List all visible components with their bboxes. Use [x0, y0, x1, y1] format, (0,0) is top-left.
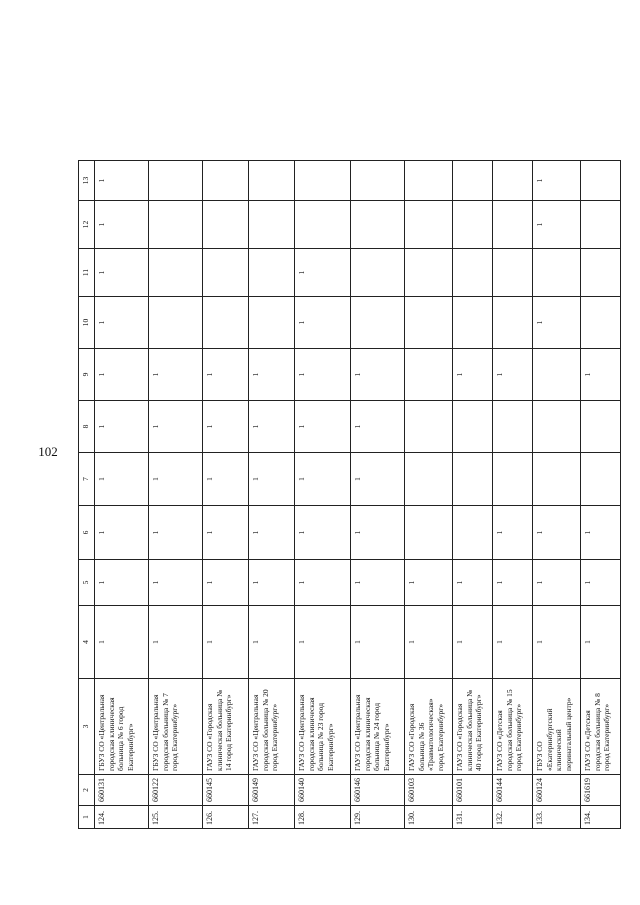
value-cell	[203, 201, 249, 249]
value-cell	[405, 401, 453, 453]
value-cell	[533, 349, 581, 401]
value-cell: 1	[493, 349, 533, 401]
value-cell: 1	[95, 161, 149, 201]
value-cell	[493, 249, 533, 297]
column-header: 1	[79, 806, 95, 829]
value-cell: 1	[95, 453, 149, 506]
value-cell: 1	[493, 560, 533, 606]
organization-name-cell: ГБУЗ СО «Центральная городская клиническая больница № 6 город Екатеринбург»	[95, 679, 149, 775]
value-cell: 1	[95, 560, 149, 606]
code-cell: 660140	[295, 775, 351, 806]
value-cell: 1	[533, 606, 581, 679]
value-cell: 1	[203, 560, 249, 606]
value-cell	[493, 297, 533, 349]
table-row	[295, 161, 351, 829]
value-cell	[493, 161, 533, 201]
table-row	[453, 161, 493, 829]
column-header: 6	[79, 506, 95, 560]
value-cell: 1	[295, 249, 351, 297]
value-cell: 1	[203, 349, 249, 401]
value-cell	[249, 201, 295, 249]
value-cell: 1	[149, 606, 203, 679]
row-number-cell: 128.	[295, 806, 351, 829]
value-cell	[249, 161, 295, 201]
value-cell	[581, 161, 621, 201]
column-header: 5	[79, 560, 95, 606]
page-number: 102	[38, 444, 58, 459]
table-row	[351, 161, 405, 829]
value-cell: 1	[453, 349, 493, 401]
code-cell: 660101	[453, 775, 493, 806]
value-cell: 1	[95, 297, 149, 349]
value-cell: 1	[453, 606, 493, 679]
rotated-page	[67, 0, 637, 905]
value-cell	[203, 297, 249, 349]
value-cell: 1	[581, 349, 621, 401]
value-cell: 1	[351, 349, 405, 401]
value-cell	[581, 249, 621, 297]
table-row	[405, 161, 453, 829]
value-cell	[351, 249, 405, 297]
value-cell	[351, 201, 405, 249]
table-row	[581, 161, 621, 829]
value-cell: 1	[95, 506, 149, 560]
column-header: 11	[79, 249, 95, 297]
value-cell	[493, 201, 533, 249]
organization-name-cell: ГАУЗ СО «Центральная городская клиническая больница № 23 город Екатеринбург»	[295, 679, 351, 775]
organization-name-cell: ГАУЗ СО «Городская клиническая больница № 14 город Екатеринбург»	[203, 679, 249, 775]
value-cell: 1	[95, 201, 149, 249]
value-cell: 1	[493, 606, 533, 679]
value-cell	[203, 161, 249, 201]
row-number-cell: 134.	[581, 806, 621, 829]
organization-name-cell: ГАУЗ СО «Городская клиническая больница № 40 город Екатеринбург»	[453, 679, 493, 775]
code-cell: 660131	[95, 775, 149, 806]
value-cell: 1	[533, 506, 581, 560]
column-header: 2	[79, 775, 95, 806]
row-number-cell: 127.	[249, 806, 295, 829]
services-table	[78, 160, 621, 829]
column-header: 7	[79, 453, 95, 506]
value-cell	[295, 201, 351, 249]
value-cell: 1	[581, 506, 621, 560]
row-number-cell: 130.	[405, 806, 453, 829]
organization-name-cell: ГАУЗ СО «Детская городская больница № 15 город Екатеринбург»	[493, 679, 533, 775]
code-cell: 660145	[203, 775, 249, 806]
code-cell: 660103	[405, 775, 453, 806]
organization-name-cell: ГАУЗ СО «Детская городская больница № 8 город Екатеринбург»	[581, 679, 621, 775]
value-cell	[249, 297, 295, 349]
value-cell: 1	[249, 349, 295, 401]
value-cell	[453, 453, 493, 506]
column-header: 10	[79, 297, 95, 349]
value-cell: 1	[149, 506, 203, 560]
value-cell: 1	[203, 506, 249, 560]
value-cell: 1	[95, 349, 149, 401]
organization-name-cell: ГАУЗ СО «Городская больница № 36 «Травматологическая» город Екатеринбург»	[405, 679, 453, 775]
value-cell	[453, 201, 493, 249]
code-cell: 660149	[249, 775, 295, 806]
value-cell: 1	[249, 606, 295, 679]
value-cell: 1	[149, 560, 203, 606]
value-cell	[581, 201, 621, 249]
value-cell	[351, 297, 405, 349]
value-cell: 1	[295, 560, 351, 606]
value-cell	[581, 401, 621, 453]
value-cell: 1	[351, 506, 405, 560]
value-cell: 1	[149, 349, 203, 401]
value-cell	[405, 201, 453, 249]
value-cell: 1	[351, 606, 405, 679]
value-cell	[533, 453, 581, 506]
value-cell: 1	[203, 453, 249, 506]
value-cell	[453, 506, 493, 560]
column-header: 9	[79, 349, 95, 401]
value-cell: 1	[295, 401, 351, 453]
value-cell: 1	[351, 401, 405, 453]
value-cell	[453, 297, 493, 349]
value-cell: 1	[405, 560, 453, 606]
value-cell: 1	[149, 453, 203, 506]
header-row	[79, 161, 95, 829]
value-cell: 1	[533, 560, 581, 606]
value-cell: 1	[493, 506, 533, 560]
value-cell	[405, 349, 453, 401]
value-cell: 1	[203, 401, 249, 453]
value-cell	[203, 249, 249, 297]
value-cell: 1	[295, 297, 351, 349]
value-cell	[405, 506, 453, 560]
row-number-cell: 124.	[95, 806, 149, 829]
value-cell	[453, 161, 493, 201]
value-cell: 1	[351, 453, 405, 506]
value-cell	[581, 297, 621, 349]
value-cell: 1	[581, 560, 621, 606]
table-row	[249, 161, 295, 829]
value-cell: 1	[249, 560, 295, 606]
value-cell: 1	[453, 560, 493, 606]
value-cell	[453, 401, 493, 453]
value-cell	[453, 249, 493, 297]
table-row	[203, 161, 249, 829]
row-number-cell: 129.	[351, 806, 405, 829]
value-cell	[149, 297, 203, 349]
column-header: 4	[79, 606, 95, 679]
row-number-cell: 126.	[203, 806, 249, 829]
code-cell: 661619	[581, 775, 621, 806]
value-cell	[533, 401, 581, 453]
value-cell	[581, 453, 621, 506]
value-cell: 1	[249, 453, 295, 506]
value-cell	[533, 249, 581, 297]
value-cell: 1	[405, 606, 453, 679]
value-cell: 1	[95, 606, 149, 679]
table-row	[149, 161, 203, 829]
table-row	[95, 161, 149, 829]
value-cell	[493, 401, 533, 453]
value-cell: 1	[249, 401, 295, 453]
value-cell: 1	[95, 249, 149, 297]
value-cell	[149, 249, 203, 297]
value-cell	[405, 297, 453, 349]
organization-name-cell: ГАУЗ СО «Центральная городская больница № 20 город Екатеринбург»	[249, 679, 295, 775]
row-number-cell: 131.	[453, 806, 493, 829]
value-cell: 1	[295, 453, 351, 506]
value-cell	[405, 453, 453, 506]
code-cell: 660122	[149, 775, 203, 806]
value-cell: 1	[95, 401, 149, 453]
value-cell	[149, 201, 203, 249]
value-cell	[405, 249, 453, 297]
value-cell	[295, 161, 351, 201]
row-number-cell: 125.	[149, 806, 203, 829]
value-cell	[405, 161, 453, 201]
organization-name-cell: ГБУЗ СО «Центральная городская больница № 7 город Екатеринбург»	[149, 679, 203, 775]
value-cell: 1	[533, 201, 581, 249]
value-cell: 1	[295, 349, 351, 401]
value-cell: 1	[249, 506, 295, 560]
value-cell: 1	[533, 297, 581, 349]
value-cell: 1	[149, 401, 203, 453]
value-cell: 1	[295, 606, 351, 679]
value-cell: 1	[203, 606, 249, 679]
row-number-cell: 133.	[533, 806, 581, 829]
value-cell	[149, 161, 203, 201]
code-cell: 660124	[533, 775, 581, 806]
value-cell	[249, 249, 295, 297]
column-header: 13	[79, 161, 95, 201]
code-cell: 660146	[351, 775, 405, 806]
value-cell	[351, 161, 405, 201]
table-row	[533, 161, 581, 829]
column-header: 12	[79, 201, 95, 249]
value-cell	[493, 453, 533, 506]
row-number-cell: 132.	[493, 806, 533, 829]
value-cell: 1	[295, 506, 351, 560]
organization-name-cell: ГАУЗ СО «Центральная городская клиническая больница № 24 город Екатеринбург»	[351, 679, 405, 775]
value-cell: 1	[351, 560, 405, 606]
value-cell: 1	[533, 161, 581, 201]
organization-name-cell: ГБУЗ СО «Екатеринбургский клинический перинатальный центр»	[533, 679, 581, 775]
code-cell: 660144	[493, 775, 533, 806]
value-cell: 1	[581, 606, 621, 679]
column-header: 8	[79, 401, 95, 453]
column-header: 3	[79, 679, 95, 775]
table-row	[493, 161, 533, 829]
